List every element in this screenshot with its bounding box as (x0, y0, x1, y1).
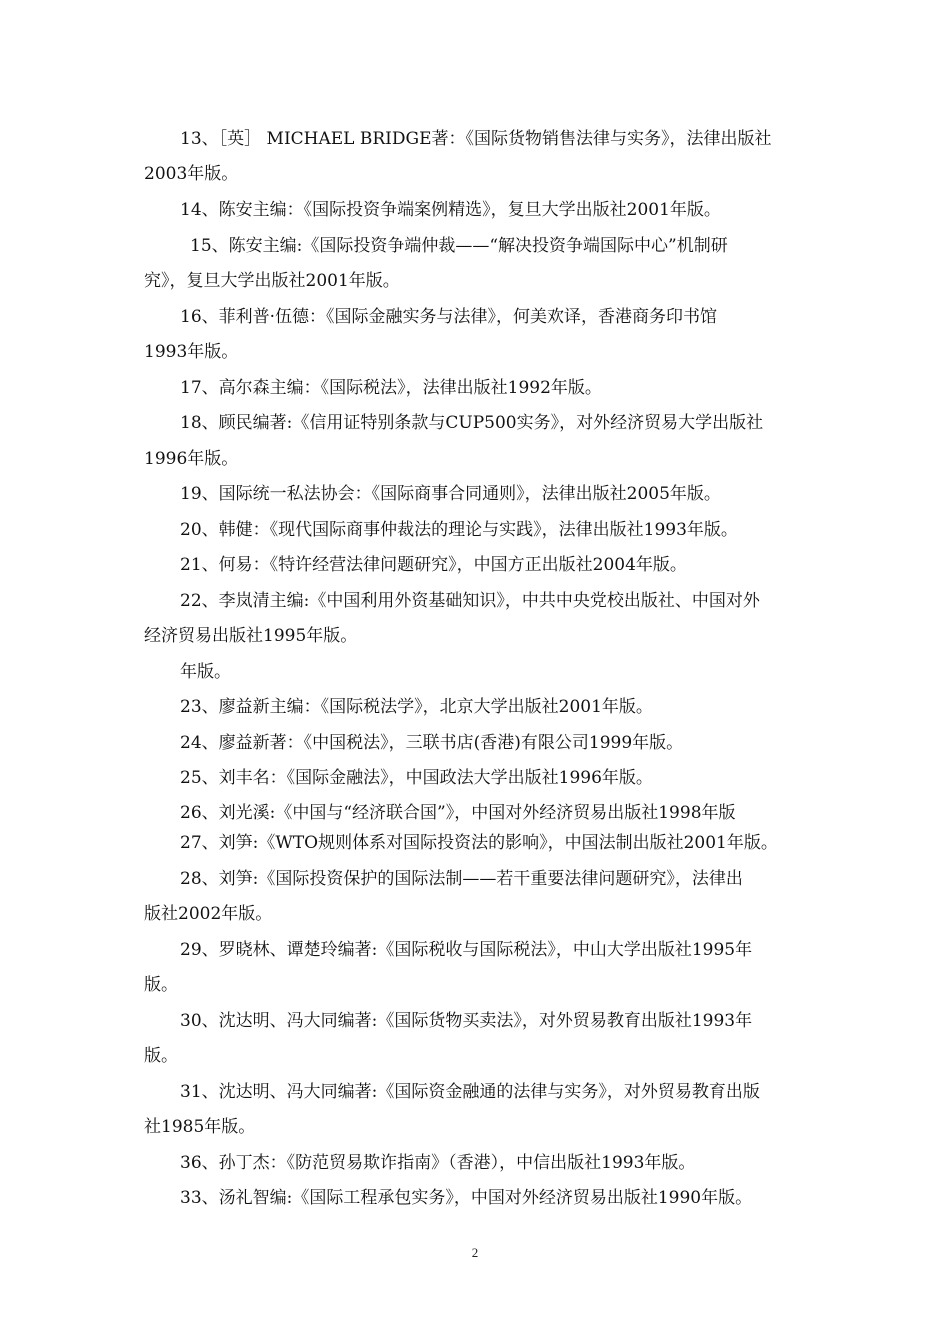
reference-line: 29、罗晓林、谭楚玲编著:《国际税收与国际税法》，中山大学出版社1995年 (180, 940, 753, 960)
reference-line: 20、韩健：《现代国际商事仲裁法的理论与实践》，法律出版社1993年版。 (180, 520, 738, 540)
reference-line: 27、刘笋:《WTO规则体系对国际投资法的影响》，中国法制出版社2001年版。 (180, 833, 778, 853)
reference-line: 版。 (144, 975, 178, 995)
reference-line: 1996年版。 (144, 449, 239, 469)
reference-line: 26、刘光溪:《中国与“经济联合国”》，中国对外经济贸易出版社1998年版 (180, 803, 736, 823)
reference-line: 2003年版。 (144, 164, 239, 184)
reference-line: 24、廖益新著：《中国税法》，三联书店(香港)有限公司1999年版。 (180, 733, 684, 753)
reference-line: 30、沈达明、冯大同编著:《国际货物买卖法》，对外贸易教育出版社1993年 (180, 1011, 753, 1031)
reference-line: 33、汤礼智编:《国际工程承包实务》，中国对外经济贸易出版社1990年版。 (180, 1188, 753, 1208)
reference-line: 13、［英］ MICHAEL BRIDGE著：《国际货物销售法律与实务》，法律出版社 (180, 129, 772, 149)
page-number: 2 (471, 1245, 479, 1260)
reference-line: 14、陈安主编：《国际投资争端案例精选》，复旦大学出版社2001年版。 (180, 200, 721, 220)
reference-line: 16、菲利普·伍德：《国际金融实务与法律》，何美欢译，香港商务印书馆 (180, 307, 718, 327)
reference-line: 21、何易：《特许经营法律问题研究》，中国方正出版社2004年版。 (180, 555, 687, 575)
reference-line: 究》，复旦大学出版社2001年版。 (144, 271, 400, 291)
reference-line: 36、孙丁杰：《防范贸易欺诈指南》（香港），中信出版社1993年版。 (180, 1153, 696, 1173)
reference-line: 17、高尔森主编：《国际税法》，法律出版社1992年版。 (180, 378, 602, 398)
reference-line: 年版。 (180, 662, 231, 682)
reference-line: 22、李岚清主编:《中国利用外资基础知识》，中共中央党校出版社、中国对外 (180, 591, 760, 611)
reference-line: 1993年版。 (144, 342, 239, 362)
reference-line: 25、刘丰名：《国际金融法》，中国政法大学出版社1996年版。 (180, 768, 653, 788)
reference-line: 经济贸易出版社1995年版。 (144, 626, 358, 646)
reference-line: 18、顾民编著:《信用证特别条款与CUP500实务》，对外经济贸易大学出版社 (180, 413, 764, 433)
reference-line: 社1985年版。 (144, 1117, 256, 1137)
reference-line: 23、廖益新主编：《国际税法学》，北京大学出版社2001年版。 (180, 697, 653, 717)
reference-line: 19、国际统一私法协会：《国际商事合同通则》，法律出版社2005年版。 (180, 484, 721, 504)
reference-line: 15、陈安主编:《国际投资争端仲裁——“解决投资争端国际中心”机制研 (190, 236, 728, 256)
reference-line: 版社2002年版。 (144, 904, 273, 924)
reference-line: 31、沈达明、冯大同编著:《国际资金融通的法律与实务》，对外贸易教育出版 (180, 1082, 760, 1102)
reference-line: 版。 (144, 1046, 178, 1066)
reference-line: 28、刘笋:《国际投资保护的国际法制——若干重要法律问题研究》，法律出 (180, 869, 743, 889)
